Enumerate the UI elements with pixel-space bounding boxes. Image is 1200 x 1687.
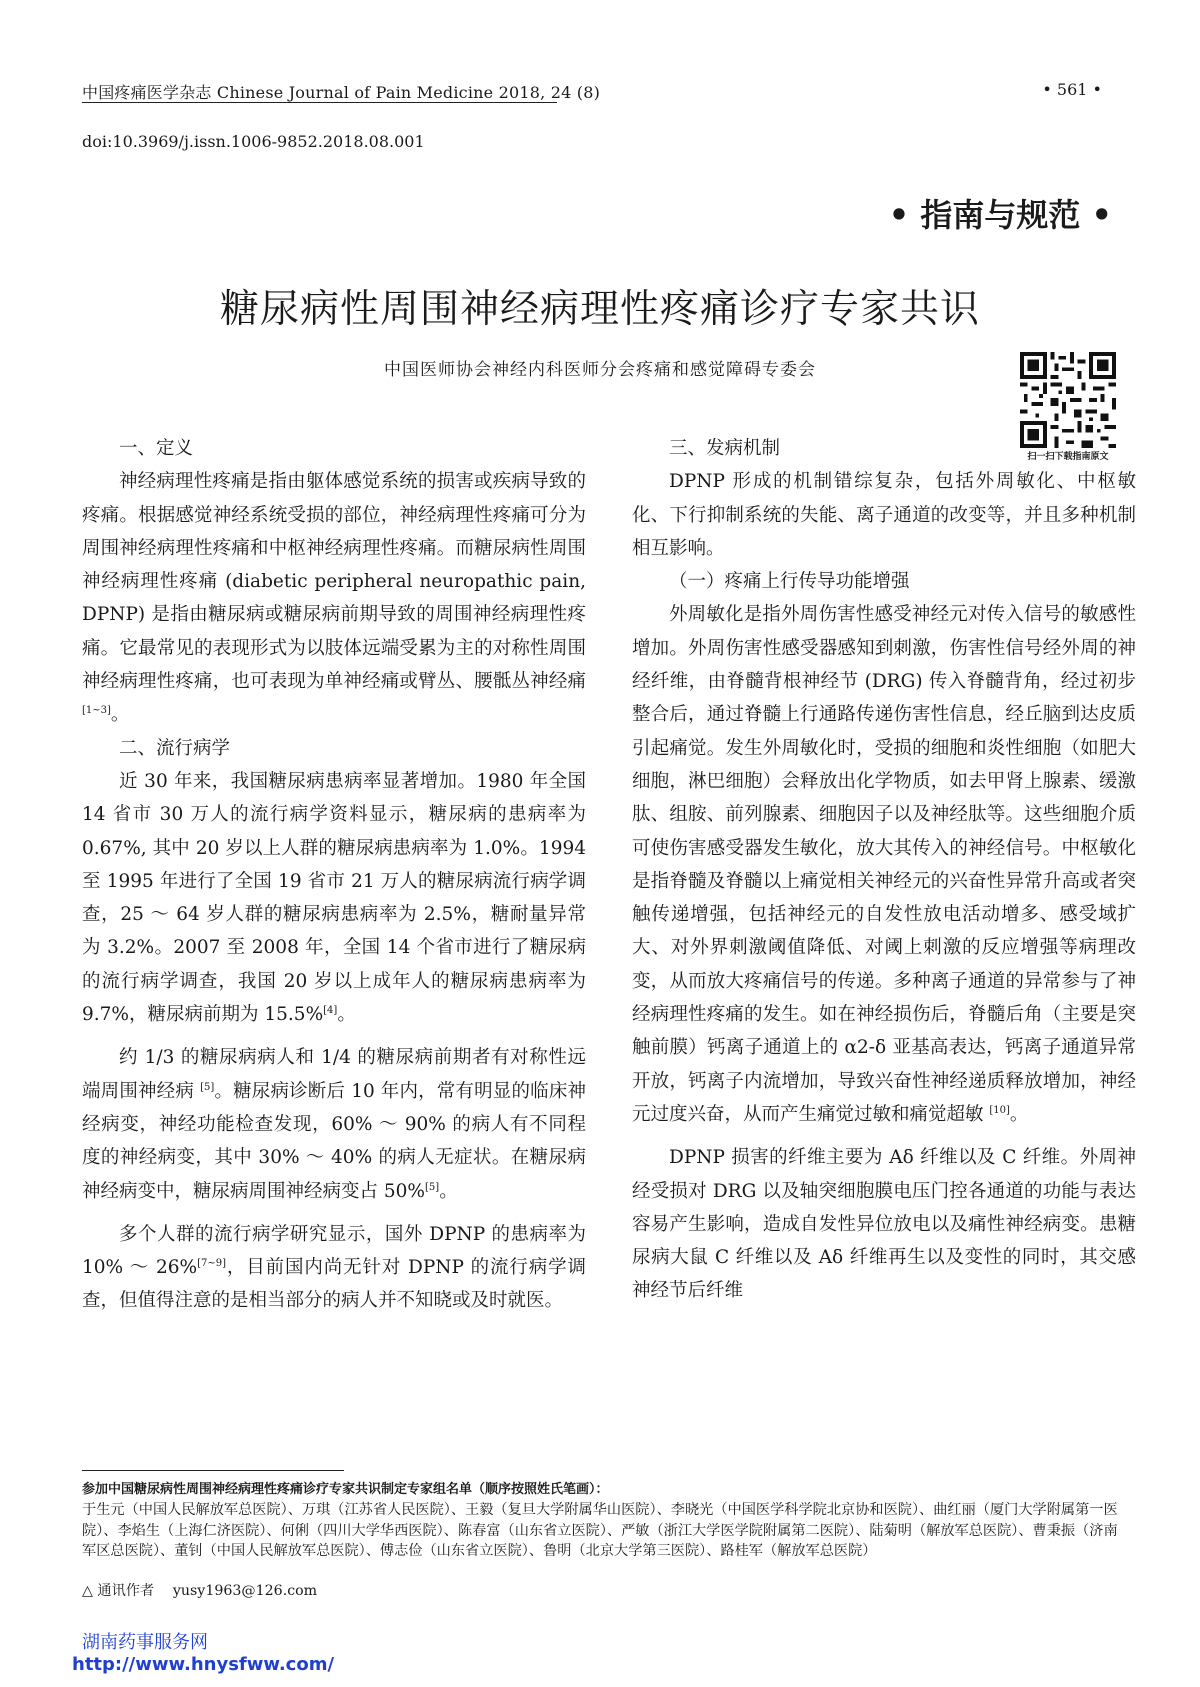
running-head: 中国疼痛医学杂志 Chinese Journal of Pain Medicine 2018, 24 (8) (82, 83, 601, 102)
section-heading-epidemiology: 二、流行病学 (119, 737, 231, 759)
left-column (82, 432, 586, 1318)
paragraph-mechanism-intro: DPNP 形成的机制错综复杂，包括外周敏化、中枢敏化、下行抑制系统的失能、离子通道的改变等，并且多种机制相互影响。 (632, 471, 1136, 559)
watermark-url[interactable]: http://www.hnysfww.com/ (72, 1654, 335, 1675)
doi[interactable]: doi:10.3969/j.issn.1006-9852.2018.08.001 (82, 132, 425, 151)
paragraph-epidemiology-1: 近 30 年来，我国糖尿病患病率显著增加。1980 年全国 14 省市 30 万人的流行病学资料显示，糖尿病的患病率为 0.67%, 其中 20 岁以上人群的糖尿病患病率为 1.0%。1994 至 1995 年进行了全国 19 省市 21 万人的糖尿病流行病学调查，25 ～ 64 岁人群的糖尿病患病率为 2.5%，糖耐量异常为 3.2%。2007 至 2008 年，全国 14 个省市进行了糖尿病的流行病学调查，我国 20 岁以上成年人的糖尿病患病率为 9.7%，糖尿病前期为 15.5%[4]。 (82, 770, 586, 1026)
citation[interactable]: [7~9] (197, 1258, 227, 1270)
article-authors: 中国医师协会神经内科医师分会疼痛和感觉障碍专委会 (384, 360, 816, 380)
section-tag: • 指南与规范 • (888, 196, 1112, 234)
section-heading-mechanism: 三、发病机制 (669, 438, 781, 459)
paragraph-fibers: DPNP 损害的纤维主要为 Aδ 纤维以及 C 纤维。外周神经受损对 DRG 以及轴突细胞膜电压门控各通道的功能与表达容易产生影响，造成自发性异位放电以及痛性神经病变。患糖尿病大鼠 C 纤维以及 Aδ 纤维再生以及变性的同时，其交感神经节后纤维 (632, 1147, 1136, 1302)
corresponding-author: △ 通讯作者 yusy1963@126.com (82, 1583, 318, 1599)
paragraph-epidemiology-3: 多个人群的流行病学研究显示，国外 DPNP 的患病率为 10% ～ 26%[7~9]，目前国内尚无针对 DPNP 的流行病学调查，但值得注意的是相当部分的病人并不知晓或及时就医。 (82, 1223, 587, 1312)
citation[interactable]: [5] (200, 1081, 215, 1093)
watermark-site-name: 湖南药事服务网 (82, 1632, 208, 1653)
header-rule (82, 102, 557, 103)
footnote-heading: 参加中国糖尿病性周围神经病理性疼痛诊疗专家共识制定专家组名单（顺序按照姓氏笔画）： (82, 1482, 609, 1497)
article-title: 糖尿病性周围神经病理性疼痛诊疗专家共识 (219, 287, 980, 332)
paragraph-epidemiology-2: 约 1/3 的糖尿病病人和 1/4 的糖尿病前期者有对称性远端周围神经病 [5]。糖尿病诊断后 10 年内，常有明显的临床神经病变，神经功能检查发现，60% ～ 90% 的病人有不同程度的神经病变，其中 30% ～ 40% 的病人无症状。在糖尿病神经病变中，糖尿病周围神经病变占 50%[5]。 (82, 1047, 586, 1202)
citation[interactable]: [1~3] (82, 705, 111, 717)
section-heading-definition: 一、定义 (119, 438, 194, 459)
citation[interactable]: [5] (425, 1181, 440, 1193)
footnote-expert-list (82, 1480, 1124, 1562)
footnote-rule (82, 1470, 344, 1471)
footnote-members: 于生元（中国人民解放军总医院）、万琪（江苏省人民医院）、王毅（复旦大学附属华山医院）、李晓光（中国医学科学院北京协和医院）、曲红丽（厦门大学附属第一医院）、李焰生（上海仁济医院）、何俐（四川大学华西医院）、陈春富（山东省立医院）、严敏（浙江大学医学院附属第二医院）、陆菊明（解放军总医院）、曹秉振（济南军区总医院）、董钊（中国人民解放军总医院）、傅志俭（山东省立医院）、鲁明（北京大学第三医院）、路桂军（解放军总医院） (82, 1502, 1118, 1560)
citation[interactable]: [10] (989, 1104, 1010, 1116)
page-number: • 561 • (1042, 80, 1102, 99)
subsection-heading-ascending: （一）疼痛上行传导功能增强 (669, 571, 910, 593)
qr-caption: 扫一扫下载指南原文 (1027, 452, 1109, 462)
paragraph-definition: 神经病理性疼痛是指由躯体感觉系统的损害或疾病导致的疼痛。根据感觉神经系统受损的部位，神经病理性疼痛可分为周围神经病理性疼痛和中枢神经病理性疼痛。而糖尿病性周围神经病理性疼痛 (diabetic peripheral neuropathic pain, DPNP) 是指由糖尿病或糖尿病前期导致的周围神经病理性疼痛。它最常见的表现形式为以肢体远端受累为主的对称性周围神经病理性疼痛，也可表现为单神经痛或臂丛、腰骶丛神经痛[1~3]。 (82, 471, 586, 726)
paragraph-sensitization: 外周敏化是指外周伤害性感受神经元对传入信号的敏感性增加。外周伤害性感受器感知到刺激，伤害性信号经外周的神经纤维，由脊髓背根神经节 (DRG) 传入脊髓背角，经过初步整合后，通过脊髓上行通路传递伤害性信息，经丘脑到达皮质引起痛觉。发生外周敏化时，受损的细胞和炎性细胞（如肥大细胞，淋巴细胞）会释放出化学物质，如去甲肾上腺素、缓激肽、组胺、前列腺素、细胞因子以及神经肽等。这些细胞介质可使伤害感受器发生敏化，放大其传入的神经信号。中枢敏化是指脊髓及脊髓以上痛觉相关神经元的兴奋性异常升高或者突触传递增强，包括神经元的自发性放电活动增多、感受域扩大、对外界刺激阈值降低、对阈上刺激的反应增强等病理改变，从而放大疼痛信号的传递。多种离子通道的异常参与了神经病理性疼痛的发生。如在神经损伤后，脊髓后角（主要是突触前膜）钙离子通道上的 α2-δ 亚基高表达，钙离子通道异常开放，钙离子内流增加，导致兴奋性神经递质释放增加，神经元过度兴奋，从而产生痛觉过敏和痛觉超敏 [10]。 (632, 604, 1136, 1125)
right-column (632, 432, 1136, 1308)
citation[interactable]: [4] (323, 1005, 338, 1017)
